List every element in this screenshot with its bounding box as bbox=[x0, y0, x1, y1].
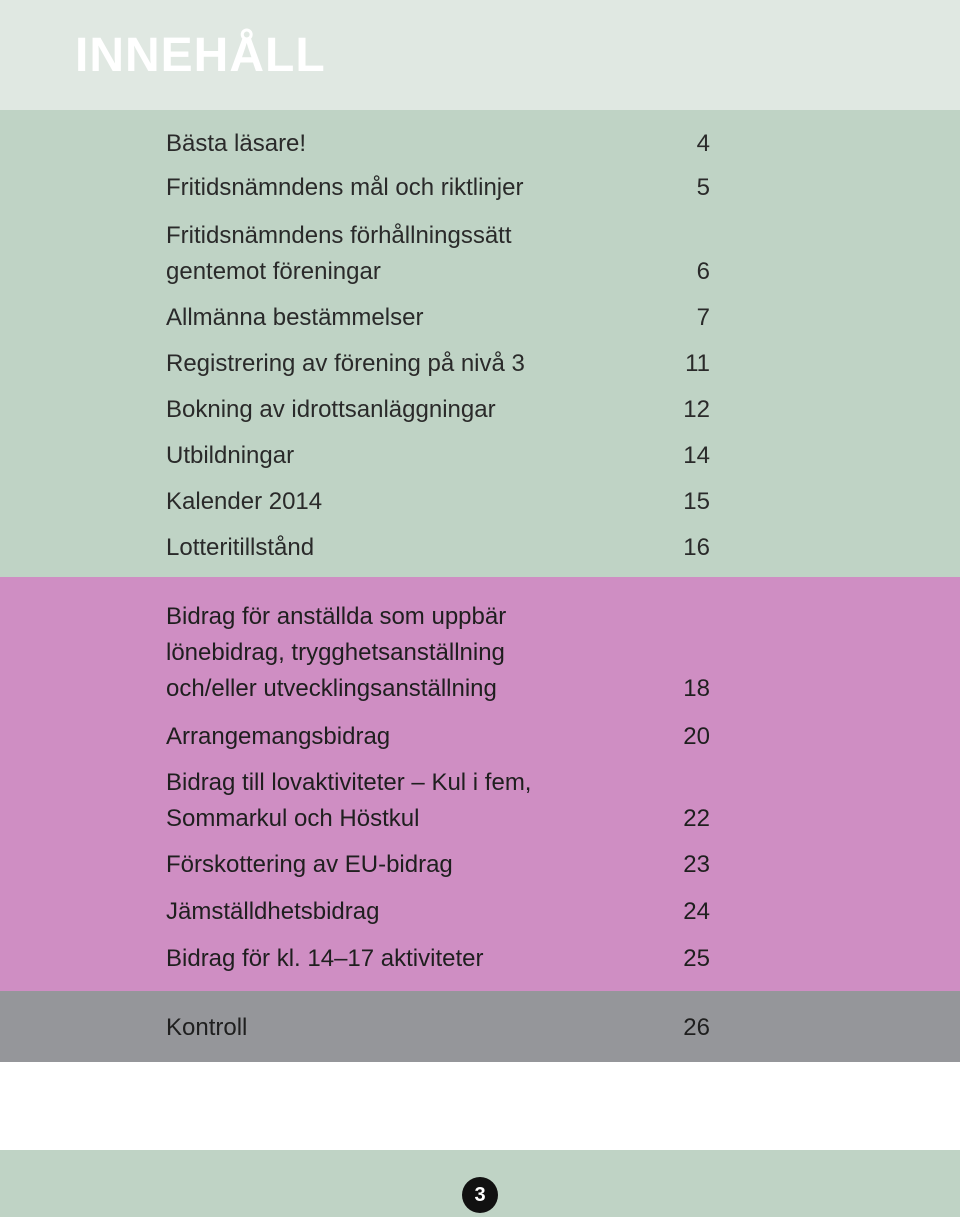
toc-entry bbox=[166, 392, 710, 428]
toc-entry-label: Fritidsnämndens mål och riktlinjer bbox=[166, 174, 524, 201]
toc-entry-label: Bidrag för anställda som uppbär lönebidrag, trygghetsanställning och/eller utvecklingsanställning bbox=[166, 603, 507, 702]
toc-entry-page: 14 bbox=[683, 442, 710, 469]
toc-entry bbox=[166, 530, 710, 566]
toc-entry bbox=[166, 126, 710, 162]
toc-entry bbox=[166, 1010, 710, 1046]
toc-entry-label: Bokning av idrottsanläggningar bbox=[166, 396, 496, 423]
toc-entry bbox=[166, 941, 710, 977]
toc-entry-label: Bidrag till lovaktiviteter – Kul i fem, Sommarkul och Höstkul bbox=[166, 769, 532, 832]
toc-entry-page: 20 bbox=[683, 723, 710, 750]
toc-entry bbox=[166, 894, 710, 930]
toc-section-green bbox=[0, 110, 960, 577]
header-band bbox=[0, 0, 960, 110]
toc-entry-label: Arrangemangsbidrag bbox=[166, 723, 391, 750]
toc-entry bbox=[166, 346, 710, 382]
toc-entry-label: Kalender 2014 bbox=[166, 488, 323, 515]
page-number-badge: 3 bbox=[462, 1177, 498, 1213]
page-title: INNEHÅLL bbox=[75, 29, 326, 82]
toc-entry-label: Utbildningar bbox=[166, 442, 295, 469]
toc-entry bbox=[166, 438, 710, 474]
toc-entry-label: Allmänna bestämmelser bbox=[166, 304, 424, 331]
toc-entry-page: 18 bbox=[683, 675, 710, 702]
toc-entry-page: 4 bbox=[696, 130, 710, 157]
toc-entry-label: Bästa läsare! bbox=[166, 130, 307, 157]
toc-entry-page: 7 bbox=[696, 304, 710, 331]
toc-entry bbox=[166, 765, 710, 837]
toc-entry-label: Lotteritillstånd bbox=[166, 534, 315, 561]
toc-entry-page: 24 bbox=[683, 898, 710, 925]
toc-entry-page: 6 bbox=[696, 258, 710, 285]
toc-entry-page: 12 bbox=[683, 396, 710, 423]
toc-entry-page: 26 bbox=[683, 1014, 710, 1041]
toc-entry bbox=[166, 170, 710, 206]
toc-entry-page: 22 bbox=[683, 805, 710, 832]
toc-entry bbox=[166, 847, 710, 883]
toc-entry-page: 25 bbox=[683, 945, 710, 972]
toc-entry bbox=[166, 599, 710, 707]
toc-entry bbox=[166, 484, 710, 520]
toc-entry-page: 15 bbox=[683, 488, 710, 515]
toc-entry-label: Förskottering av EU-bidrag bbox=[166, 851, 453, 878]
toc-entry-page: 16 bbox=[683, 534, 710, 561]
toc-entry-label: Registrering av förening på nivå 3 bbox=[166, 350, 525, 377]
toc-entry-label: Fritidsnämndens förhållningssätt gentemot föreningar bbox=[166, 222, 512, 285]
footer-band bbox=[0, 1150, 960, 1217]
toc-entry-label: Bidrag för kl. 14–17 aktiviteter bbox=[166, 945, 484, 972]
toc-entry-label: Kontroll bbox=[166, 1014, 248, 1041]
toc-entry-page: 23 bbox=[683, 851, 710, 878]
toc-section-pink bbox=[0, 577, 960, 991]
toc-entry bbox=[166, 719, 710, 755]
toc-entry-page: 11 bbox=[685, 350, 710, 377]
toc-section-gray bbox=[0, 991, 960, 1062]
toc-entry bbox=[166, 218, 710, 290]
toc-entry-page: 5 bbox=[696, 174, 710, 201]
toc-entry bbox=[166, 300, 710, 336]
toc-entry-label: Jämställdhetsbidrag bbox=[166, 898, 380, 925]
